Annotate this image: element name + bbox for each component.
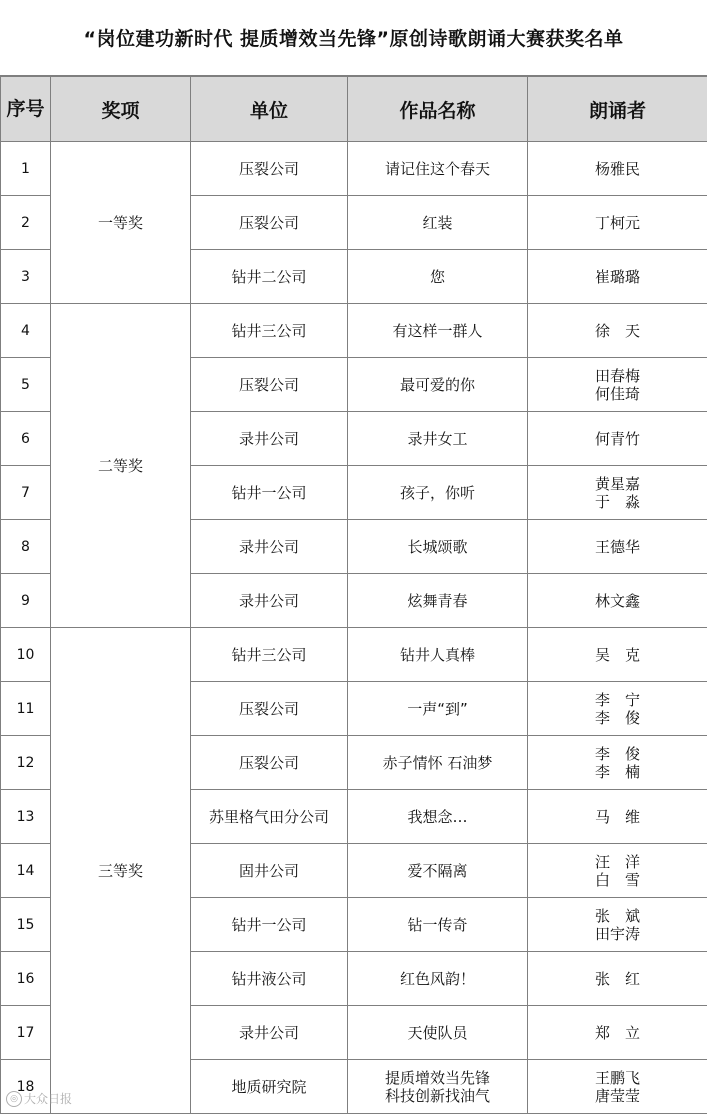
reader-cell <box>528 1006 707 1060</box>
reader-cell <box>528 196 707 250</box>
seq-cell: 17 <box>1 1006 51 1060</box>
watermark: ◎ 大众日报 <box>6 1090 72 1108</box>
work-title: 孩子，你听 <box>348 484 527 502</box>
unit-cell: 压裂公司 <box>191 142 348 196</box>
unit-cell: 压裂公司 <box>191 682 348 736</box>
reader-cell <box>528 844 707 898</box>
work-cell <box>348 952 528 1006</box>
reader-cell <box>528 520 707 574</box>
work-title: 钻一传奇 <box>348 916 527 934</box>
work-cell <box>348 250 528 304</box>
seq-cell: 2 <box>1 196 51 250</box>
camera-icon: ◎ <box>6 1091 22 1107</box>
reader-name: 吴 克 <box>595 646 640 664</box>
seq-cell: 1 <box>1 142 51 196</box>
reader-cell <box>528 358 707 412</box>
reader-name: 王鹏飞 <box>595 1069 640 1087</box>
reader-name: 张 斌 <box>595 907 640 925</box>
work-cell <box>348 358 528 412</box>
reader-name: 马 维 <box>595 808 640 826</box>
reader-name: 张 红 <box>595 970 640 988</box>
reader-cell <box>528 628 707 682</box>
work-cell <box>348 142 528 196</box>
reader-name: 林文鑫 <box>595 592 640 610</box>
unit-cell: 钻井液公司 <box>191 952 348 1006</box>
reader-cell <box>528 898 707 952</box>
unit-cell: 钻井二公司 <box>191 250 348 304</box>
reader-name: 于 淼 <box>595 493 640 511</box>
header-award: 奖项 <box>51 77 191 142</box>
award-cell: 二等奖 <box>51 304 191 628</box>
reader-name: 黄星嘉 <box>595 475 640 493</box>
work-title: 有这样一群人 <box>348 322 527 340</box>
header-unit: 单位 <box>191 77 348 142</box>
work-cell <box>348 790 528 844</box>
reader-name: 白 雪 <box>595 871 640 889</box>
work-cell <box>348 844 528 898</box>
seq-cell: 14 <box>1 844 51 898</box>
unit-cell: 录井公司 <box>191 574 348 628</box>
reader-cell <box>528 412 707 466</box>
work-title: 录井女工 <box>348 430 527 448</box>
seq-cell: 11 <box>1 682 51 736</box>
award-table <box>0 76 707 1114</box>
seq-cell: 16 <box>1 952 51 1006</box>
work-title: 请记住这个春天 <box>348 160 527 178</box>
reader-name: 何青竹 <box>595 430 640 448</box>
reader-cell <box>528 466 707 520</box>
work-cell <box>348 1060 528 1114</box>
work-title: 钻井人真棒 <box>348 646 527 664</box>
table-row <box>1 304 707 358</box>
award-cell: 三等奖 <box>51 628 191 1114</box>
reader-name: 李 俊 <box>595 709 640 727</box>
page-title: “岗位建功新时代 提质增效当先锋”原创诗歌朗诵大赛获奖名单 <box>0 0 707 76</box>
seq-cell: 4 <box>1 304 51 358</box>
reader-cell <box>528 1060 707 1114</box>
reader-cell <box>528 790 707 844</box>
reader-name: 李 宁 <box>595 691 640 709</box>
work-cell <box>348 466 528 520</box>
reader-cell <box>528 952 707 1006</box>
award-cell: 一等奖 <box>51 142 191 304</box>
work-cell <box>348 628 528 682</box>
seq-cell: 15 <box>1 898 51 952</box>
unit-cell: 钻井一公司 <box>191 466 348 520</box>
seq-cell: 5 <box>1 358 51 412</box>
reader-cell <box>528 250 707 304</box>
work-title-line2: 科技创新找油气 <box>348 1087 527 1105</box>
reader-cell <box>528 736 707 790</box>
seq-cell: 18 <box>1 1060 51 1114</box>
header-seq: 序号 <box>1 77 51 142</box>
seq-cell: 6 <box>1 412 51 466</box>
work-cell <box>348 898 528 952</box>
reader-cell <box>528 574 707 628</box>
work-title: 红装 <box>348 214 527 232</box>
seq-cell: 7 <box>1 466 51 520</box>
reader-cell <box>528 304 707 358</box>
work-cell <box>348 304 528 358</box>
unit-cell: 钻井一公司 <box>191 898 348 952</box>
header-row <box>1 77 707 142</box>
unit-cell: 压裂公司 <box>191 736 348 790</box>
work-cell <box>348 196 528 250</box>
seq-cell: 8 <box>1 520 51 574</box>
work-title: 炫舞青春 <box>348 592 527 610</box>
work-title: 我想念… <box>348 808 527 826</box>
reader-name: 田宇涛 <box>595 925 640 943</box>
unit-cell: 固井公司 <box>191 844 348 898</box>
reader-name: 丁柯元 <box>595 214 640 232</box>
reader-name: 李 俊 <box>595 745 640 763</box>
unit-cell: 录井公司 <box>191 1006 348 1060</box>
reader-name: 徐 天 <box>595 322 640 340</box>
seq-cell: 12 <box>1 736 51 790</box>
reader-name: 唐莹莹 <box>595 1087 640 1105</box>
seq-cell: 10 <box>1 628 51 682</box>
reader-name: 李 楠 <box>595 763 640 781</box>
unit-cell: 压裂公司 <box>191 196 348 250</box>
header-reader: 朗诵者 <box>528 77 707 142</box>
unit-cell: 录井公司 <box>191 520 348 574</box>
reader-name: 郑 立 <box>595 1024 640 1042</box>
reader-name: 汪 洋 <box>595 853 640 871</box>
work-title: 您 <box>348 268 527 286</box>
work-title: 赤子情怀 石油梦 <box>348 754 527 772</box>
seq-cell: 13 <box>1 790 51 844</box>
work-cell <box>348 412 528 466</box>
reader-name: 崔璐璐 <box>595 268 640 286</box>
work-title: 最可爱的你 <box>348 376 527 394</box>
work-title: 天使队员 <box>348 1024 527 1042</box>
work-cell <box>348 1006 528 1060</box>
unit-cell: 地质研究院 <box>191 1060 348 1114</box>
unit-cell: 钻井三公司 <box>191 628 348 682</box>
work-cell <box>348 736 528 790</box>
table-row <box>1 628 707 682</box>
work-cell <box>348 682 528 736</box>
reader-name: 王德华 <box>595 538 640 556</box>
header-work: 作品名称 <box>348 77 528 142</box>
work-title: 提质增效当先锋 <box>348 1069 527 1087</box>
unit-cell: 钻井三公司 <box>191 304 348 358</box>
work-title: 一声“到” <box>348 700 527 718</box>
work-cell <box>348 574 528 628</box>
reader-cell <box>528 142 707 196</box>
work-title: 红色风韵！ <box>348 970 527 988</box>
work-cell <box>348 520 528 574</box>
unit-cell: 录井公司 <box>191 412 348 466</box>
reader-name: 何佳琦 <box>595 385 640 403</box>
reader-name: 田春梅 <box>595 367 640 385</box>
seq-cell: 9 <box>1 574 51 628</box>
seq-cell: 3 <box>1 250 51 304</box>
work-title: 爱不隔离 <box>348 862 527 880</box>
unit-cell: 压裂公司 <box>191 358 348 412</box>
reader-cell <box>528 682 707 736</box>
reader-name: 杨雅民 <box>595 160 640 178</box>
work-title: 长城颂歌 <box>348 538 527 556</box>
table-row <box>1 142 707 196</box>
unit-cell: 苏里格气田分公司 <box>191 790 348 844</box>
